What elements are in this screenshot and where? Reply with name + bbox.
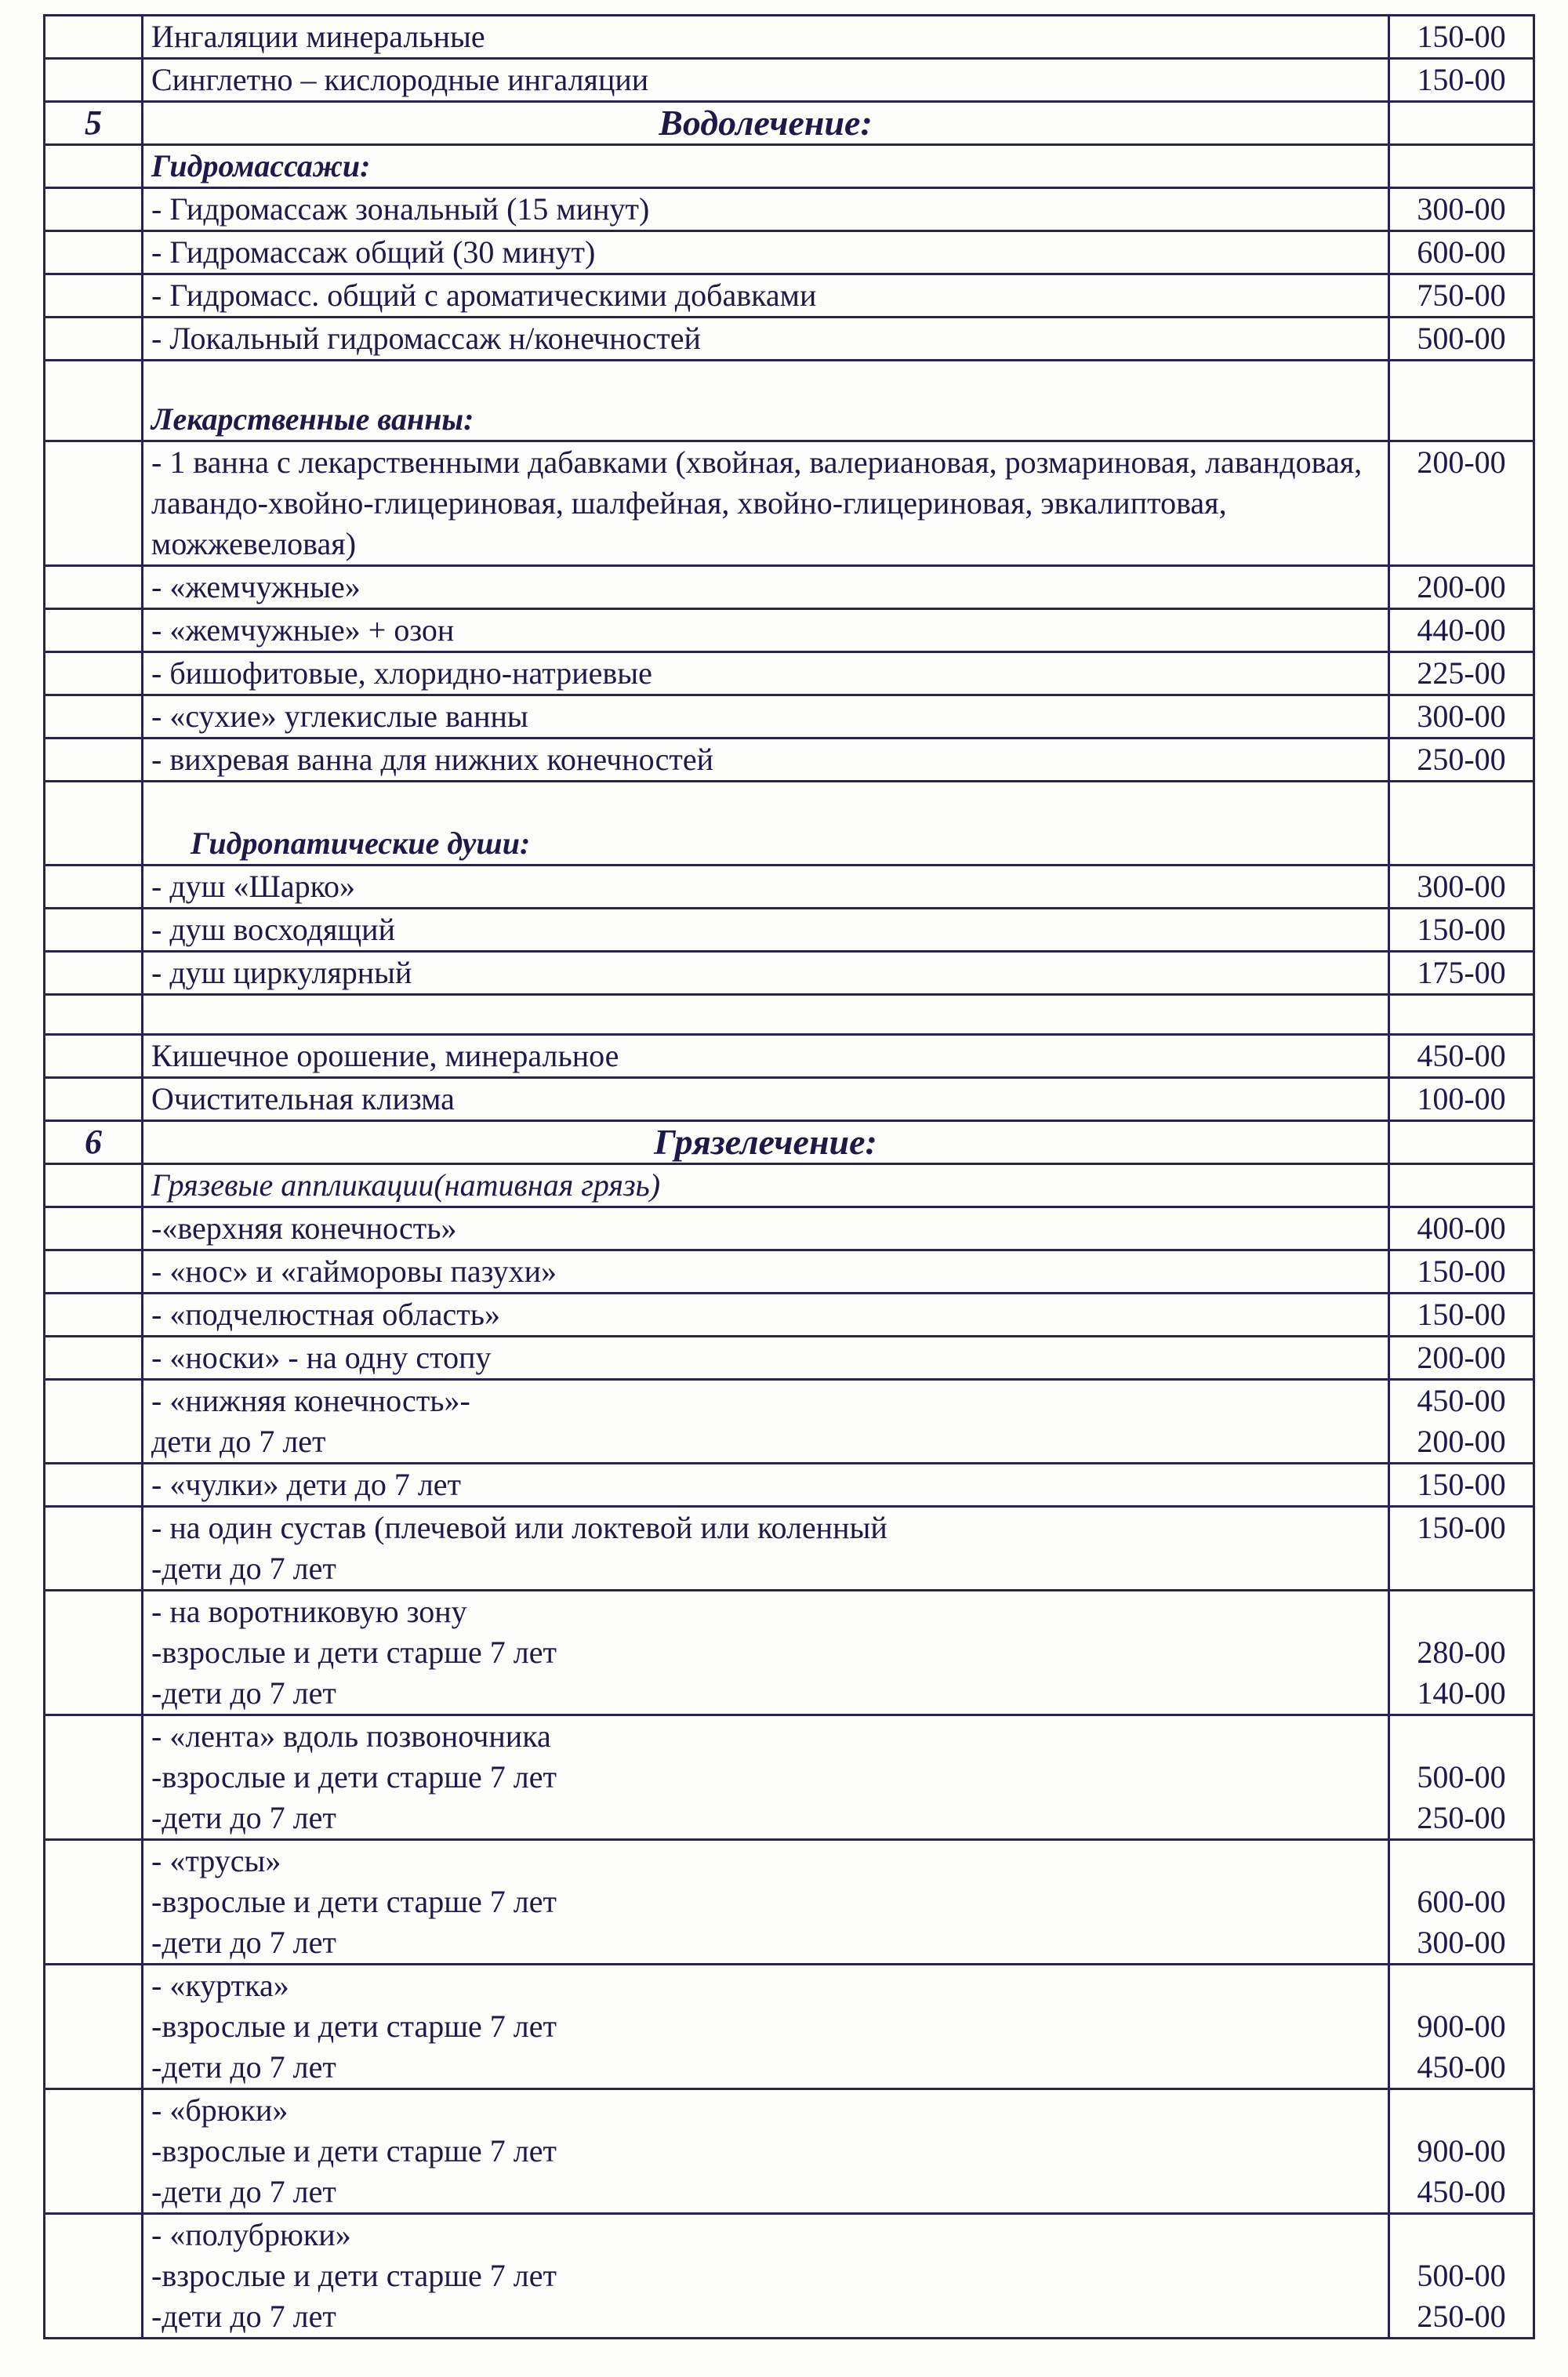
empty-cell	[45, 739, 143, 782]
empty-cell	[1389, 995, 1534, 1035]
price-list-document	[43, 14, 1533, 2339]
table-row	[45, 909, 1534, 952]
empty-cell	[1389, 361, 1534, 441]
service-name: - душ «Шарко»	[143, 866, 1389, 909]
service-name	[143, 1507, 1389, 1591]
service-name	[143, 1840, 1389, 1965]
table-row	[45, 16, 1534, 59]
service-price	[1389, 1965, 1534, 2089]
service-name	[143, 2214, 1389, 2339]
service-name: - Гидромасс. общий с ароматическими добавками	[143, 274, 1389, 318]
price-line: 450-00	[1417, 1383, 1506, 1418]
service-price: 150-00	[1389, 16, 1534, 59]
service-name: - «жемчужные»	[143, 566, 1389, 609]
subheading-baths: Лекарственные ванны:	[143, 361, 1389, 441]
table-row	[45, 1464, 1534, 1507]
section-number: 5	[45, 102, 143, 145]
service-line: - «нижняя конечность»-	[151, 1383, 470, 1418]
service-line: -взрослые и дети старше 7 лет	[151, 1884, 557, 1919]
service-price: 250-00	[1389, 739, 1534, 782]
service-name: - Локальный гидромассаж н/конечностей	[143, 318, 1389, 361]
table-row	[45, 2089, 1534, 2214]
service-line: -взрослые и дети старше 7 лет	[151, 2258, 557, 2293]
table-row	[45, 952, 1534, 995]
service-line: -взрослые и дети старше 7 лет	[151, 2009, 557, 2044]
price-line: 300-00	[1417, 1925, 1506, 1960]
service-name: - бишофитовые, хлоридно-натриевые	[143, 652, 1389, 695]
empty-cell	[45, 441, 143, 566]
table-row	[45, 866, 1534, 909]
service-line: -взрослые и дети старше 7 лет	[151, 1759, 557, 1795]
service-line: дети до 7 лет	[151, 1424, 326, 1459]
service-line: -взрослые и дети старше 7 лет	[151, 2133, 557, 2168]
price-line	[1393, 1841, 1530, 1882]
table-row	[45, 318, 1534, 361]
price-line: 500-00	[1417, 2258, 1506, 2293]
empty-cell	[45, 866, 143, 909]
price-line: 900-00	[1417, 2133, 1506, 2168]
empty-cell	[45, 188, 143, 231]
service-line: -дети до 7 лет	[151, 1675, 336, 1711]
empty-cell	[45, 1507, 143, 1591]
service-name: - «сухие» углекислые ванны	[143, 695, 1389, 739]
table-row	[45, 739, 1534, 782]
table-row	[45, 1380, 1534, 1464]
empty-cell	[45, 1840, 143, 1965]
empty-cell	[1389, 782, 1534, 866]
empty-cell	[45, 1250, 143, 1294]
service-name: - душ восходящий	[143, 909, 1389, 952]
table-row	[45, 652, 1534, 695]
table-row	[45, 1840, 1534, 1965]
subheading-row	[45, 1164, 1534, 1207]
service-price: 300-00	[1389, 188, 1534, 231]
price-line: 250-00	[1417, 1800, 1506, 1835]
service-price: 450-00	[1389, 1035, 1534, 1078]
table-row	[45, 441, 1534, 566]
price-line	[1393, 1591, 1530, 1632]
service-price: 750-00	[1389, 274, 1534, 318]
price-line: 280-00	[1417, 1635, 1506, 1670]
price-line: 140-00	[1417, 1675, 1506, 1711]
service-line: -взрослые и дети старше 7 лет	[151, 1635, 557, 1670]
price-line: 900-00	[1417, 2009, 1506, 2044]
service-name: - «подчелюстная область»	[143, 1294, 1389, 1337]
service-price: 225-00	[1389, 652, 1534, 695]
table-row	[45, 695, 1534, 739]
empty-cell	[45, 1965, 143, 2089]
empty-price	[1389, 102, 1534, 145]
service-price: 200-00	[1389, 1337, 1534, 1380]
service-price: 150-00	[1389, 1464, 1534, 1507]
section-title: Грязелечение:	[143, 1121, 1389, 1164]
empty-cell	[45, 952, 143, 995]
price-line	[1393, 2090, 1530, 2131]
service-line: - «полубрюки»	[151, 2217, 351, 2252]
empty-cell	[45, 782, 143, 866]
service-line: - «брюки»	[151, 2092, 289, 2128]
service-line: -дети до 7 лет	[151, 2299, 336, 2334]
empty-cell	[1389, 145, 1534, 188]
table-row	[45, 188, 1534, 231]
price-line: 200-00	[1417, 1424, 1506, 1459]
service-line: -дети до 7 лет	[151, 2174, 336, 2209]
section-number: 6	[45, 1121, 143, 1164]
section-title: Водолечение:	[143, 102, 1389, 145]
table-row	[45, 2214, 1534, 2339]
service-line: -дети до 7 лет	[151, 1800, 336, 1835]
empty-cell	[45, 1337, 143, 1380]
service-price: 300-00	[1389, 695, 1534, 739]
service-price: 150-00	[1389, 59, 1534, 102]
price-line	[1393, 1716, 1530, 1757]
service-name: - «носки» - на одну стопу	[143, 1337, 1389, 1380]
table-row	[45, 231, 1534, 274]
service-line: - «трусы»	[151, 1843, 281, 1878]
service-name	[143, 1591, 1389, 1715]
service-price	[1389, 1840, 1534, 1965]
empty-cell	[143, 995, 1389, 1035]
empty-cell	[45, 1164, 143, 1207]
empty-cell	[45, 2089, 143, 2214]
service-price: 150-00	[1389, 1507, 1534, 1591]
service-name	[143, 1965, 1389, 2089]
service-name: Очистительная клизма	[143, 1078, 1389, 1121]
service-name: Кишечное орошение, минеральное	[143, 1035, 1389, 1078]
empty-cell	[45, 361, 143, 441]
empty-cell	[45, 1207, 143, 1250]
service-price: 200-00	[1389, 441, 1534, 566]
service-price	[1389, 1715, 1534, 1840]
empty-cell	[45, 652, 143, 695]
service-line: - на один сустав (плечевой или локтевой или коленный	[151, 1510, 887, 1545]
empty-cell	[45, 609, 143, 652]
empty-cell	[45, 1294, 143, 1337]
subheading-row	[45, 361, 1534, 441]
subheading-mud: Грязевые аппликации(нативная грязь)	[143, 1164, 1389, 1207]
empty-cell	[45, 995, 143, 1035]
service-price	[1389, 1591, 1534, 1715]
service-name: Синглетно – кислородные ингаляции	[143, 59, 1389, 102]
section-header-row	[45, 1121, 1534, 1164]
table-row	[45, 1294, 1534, 1337]
table-row	[45, 566, 1534, 609]
empty-cell	[45, 145, 143, 188]
service-price: 150-00	[1389, 1250, 1534, 1294]
table-row	[45, 274, 1534, 318]
price-line: 450-00	[1417, 2049, 1506, 2085]
service-name: - «жемчужные» + озон	[143, 609, 1389, 652]
empty-cell	[45, 909, 143, 952]
price-line: 250-00	[1417, 2299, 1506, 2334]
service-price	[1389, 2089, 1534, 2214]
table-row	[45, 1591, 1534, 1715]
empty-cell	[1389, 1164, 1534, 1207]
table-row	[45, 1078, 1534, 1121]
service-line: -дети до 7 лет	[151, 2049, 336, 2085]
table-row	[45, 59, 1534, 102]
section-header-row	[45, 102, 1534, 145]
service-name: - вихревая ванна для нижних конечностей	[143, 739, 1389, 782]
empty-cell	[45, 2214, 143, 2339]
table-row	[45, 1715, 1534, 1840]
empty-cell	[45, 274, 143, 318]
price-line: 500-00	[1417, 1759, 1506, 1795]
price-line	[1393, 2215, 1530, 2255]
service-price: 150-00	[1389, 909, 1534, 952]
service-name: - Гидромассаж зональный (15 минут)	[143, 188, 1389, 231]
empty-cell	[45, 231, 143, 274]
service-name: - «чулки» дети до 7 лет	[143, 1464, 1389, 1507]
empty-cell	[45, 1591, 143, 1715]
service-name	[143, 1380, 1389, 1464]
table-row	[45, 1507, 1534, 1591]
service-name	[143, 2089, 1389, 2214]
service-line: -дети до 7 лет	[151, 1551, 336, 1586]
service-price: 150-00	[1389, 1294, 1534, 1337]
service-name: - Гидромассаж общий (30 минут)	[143, 231, 1389, 274]
empty-cell	[45, 695, 143, 739]
row-number	[45, 59, 143, 102]
table-row	[45, 1207, 1534, 1250]
empty-cell	[45, 1035, 143, 1078]
table-row	[45, 1965, 1534, 2089]
service-name: - душ циркулярный	[143, 952, 1389, 995]
service-price	[1389, 2214, 1534, 2339]
service-price: 100-00	[1389, 1078, 1534, 1121]
spacer-row	[45, 995, 1534, 1035]
price-line: 450-00	[1417, 2174, 1506, 2209]
service-name	[143, 1715, 1389, 1840]
empty-cell	[45, 566, 143, 609]
service-price	[1389, 1380, 1534, 1464]
service-price: 200-00	[1389, 566, 1534, 609]
service-line: - на воротниковую зону	[151, 1594, 467, 1629]
subheading-showers: Гидропатические души:	[143, 782, 1389, 866]
subheading-row	[45, 145, 1534, 188]
price-table	[43, 14, 1535, 2339]
service-price: 300-00	[1389, 866, 1534, 909]
service-price: 500-00	[1389, 318, 1534, 361]
service-price: 440-00	[1389, 609, 1534, 652]
service-name: - «нос» и «гайморовы пазухи»	[143, 1250, 1389, 1294]
table-row	[45, 609, 1534, 652]
empty-cell	[1389, 1121, 1534, 1164]
table-row	[45, 1250, 1534, 1294]
service-line: - «лента» вдоль позвоночника	[151, 1718, 551, 1754]
service-name: - 1 ванна с лекарственными дабавками (хвойная, валериановая, розмариновая, лавандовая, лавандо-хвойно-глицериновая, шалфейная, хвойно-глицериновая, эвкалиптовая, можжевеловая)	[143, 441, 1389, 566]
subheading-hydromassage: Гидромассажи:	[143, 145, 1389, 188]
service-price: 175-00	[1389, 952, 1534, 995]
service-line: -дети до 7 лет	[151, 1925, 336, 1960]
table-row	[45, 1035, 1534, 1078]
table-row	[45, 1337, 1534, 1380]
service-name: Ингаляции минеральные	[143, 16, 1389, 59]
empty-cell	[45, 318, 143, 361]
service-price: 600-00	[1389, 231, 1534, 274]
service-line: - «куртка»	[151, 1968, 289, 2003]
empty-cell	[45, 1078, 143, 1121]
subheading-row	[45, 782, 1534, 866]
service-price: 400-00	[1389, 1207, 1534, 1250]
empty-cell	[45, 1380, 143, 1464]
price-line: 600-00	[1417, 1884, 1506, 1919]
row-number	[45, 16, 143, 59]
empty-cell	[45, 1715, 143, 1840]
price-line	[1393, 1965, 1530, 2006]
service-name: -«верхняя конечность»	[143, 1207, 1389, 1250]
empty-cell	[45, 1464, 143, 1507]
